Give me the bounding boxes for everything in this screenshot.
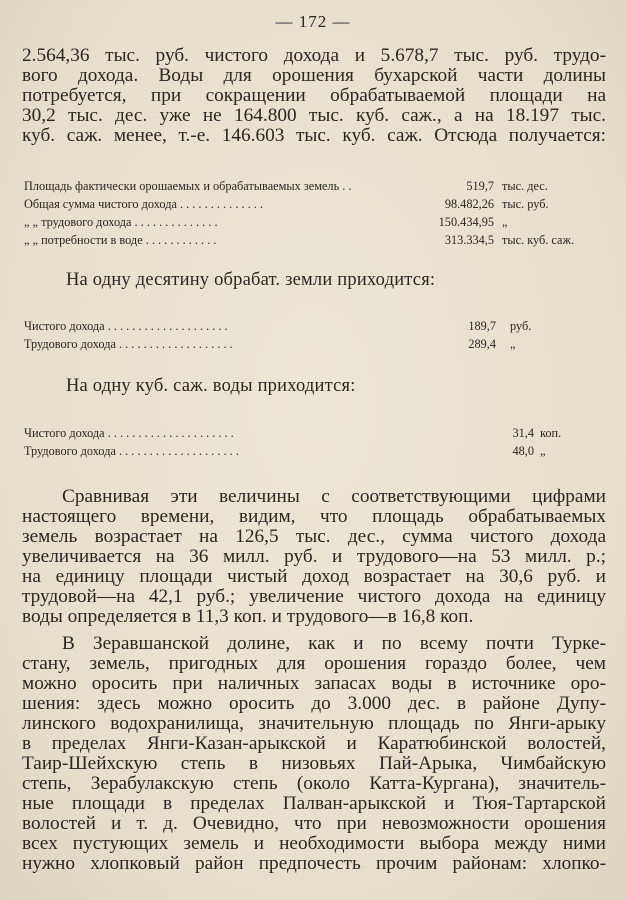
- table-row: [24, 442, 614, 460]
- text-line: земель возрастает на 126,5 тыс. дес., сумма чистого дохода: [22, 526, 606, 547]
- row-label: Трудового дохода . . . . . . . . . . . . . . . . . . .: [24, 337, 233, 351]
- row-unit: тыс. куб. саж.: [502, 233, 575, 247]
- row-value: 313.334,5: [444, 233, 494, 247]
- row-label: „ „ трудового дохода . . . . . . . . . . . . . .: [24, 215, 218, 229]
- table-row: [24, 317, 614, 335]
- text-line: на единицу площади чистый доход возрастает на 30,6 руб. и: [22, 566, 606, 587]
- text-line: стану, земель, пригодных для орошения гораздо более, чем: [22, 653, 606, 674]
- text-line: всех пустующих земель и необходимости выбора между ними: [22, 833, 606, 854]
- table-row: [24, 213, 614, 231]
- intro-paragraph: [22, 46, 606, 146]
- row-unit: руб.: [510, 319, 532, 333]
- text-line: настоящего времени, видим, что площадь обрабатываемых: [22, 506, 606, 527]
- text-line: вого дохода. Воды для орошения бухарской части долины: [22, 65, 606, 86]
- row-value: 289,4: [468, 337, 496, 351]
- text-line: трудовой—на 42,1 руб.; увеличение чистого дохода на единицу: [22, 586, 606, 607]
- per-desyatina-table: [24, 317, 614, 353]
- row-value: 98.482,26: [444, 197, 494, 211]
- page-number: — 172 —: [275, 12, 351, 31]
- text-line: линского водохранилища, значительную площадь по Янги-арыку: [22, 713, 606, 734]
- row-unit: тыс. руб.: [502, 197, 549, 211]
- row-unit: „: [502, 215, 508, 229]
- text-line: можно оросить при наличных запасах воды в источнике оро-: [22, 673, 606, 694]
- text-line: куб. саж. менее, т.-е. 146.603 тыс. куб. саж. Отсюда получается:: [22, 125, 606, 146]
- table-row: [24, 195, 614, 213]
- row-value: 150.434,95: [438, 215, 494, 229]
- row-label: „ „ потребности в воде . . . . . . . . . . . .: [24, 233, 217, 247]
- row-value: 31,4: [512, 426, 534, 440]
- text-line: степь, Зерабулакскую степь (около Катта-Кургана), значитель-: [22, 773, 606, 794]
- text-line: 30,2 тыс. дес. уже не 164.800 тыс. куб. саж., а на 18.197 тыс.: [22, 105, 606, 126]
- heading-per-desyatina: На одну десятину обрабат. земли приходится:: [66, 270, 436, 290]
- text-line: ные площади в пределах Палван-арыкской и Тюя-Тартарской: [22, 793, 606, 814]
- table-row: [24, 231, 614, 249]
- row-label: Площадь фактически орошаемых и обрабатываемых земель . .: [24, 179, 352, 193]
- zeravshan-paragraph: [22, 634, 606, 874]
- summary-table: [24, 177, 614, 249]
- table-row: [24, 424, 614, 442]
- text-line: 2.564,36 тыс. руб. чистого дохода и 5.678,7 тыс. руб. трудо-: [22, 45, 606, 66]
- row-value: 48,0: [512, 444, 534, 458]
- text-line: нужно хлопковый район предпочесть прочим районам: хлопко-: [22, 853, 606, 874]
- comparison-paragraph: [22, 487, 606, 627]
- row-label: Общая сумма чистого дохода . . . . . . . . . . . . . .: [24, 197, 263, 211]
- heading-per-sazhen: На одну куб. саж. воды приходится:: [66, 376, 356, 396]
- row-label: Чистого дохода . . . . . . . . . . . . . . . . . . . . .: [24, 426, 234, 440]
- text-line: потребуется, при сокращении обрабатываемой площади на: [22, 85, 606, 106]
- per-sazhen-table: [24, 424, 614, 460]
- row-unit: „: [540, 444, 546, 458]
- text-line: увеличивается на 36 милл. руб. и трудового—на 53 милл. р.;: [22, 546, 606, 567]
- row-value: 189,7: [468, 319, 496, 333]
- text-line: в пределах Янги-Казан-арыкской и Каратюбинской волостей,: [22, 733, 606, 754]
- table-row: [24, 335, 614, 353]
- row-unit: тыс. дес.: [502, 179, 548, 193]
- row-label: Трудового дохода . . . . . . . . . . . . . . . . . . . .: [24, 444, 239, 458]
- text-line: воды определяется в 11,3 коп. и трудового—в 16,8 коп.: [22, 606, 474, 627]
- text-line: Таир-Шейхскую степь в низовьях Пай-Арыка, Чимбайскую: [22, 753, 606, 774]
- text-line: Сравнивая эти величины с соответствующими цифрами: [62, 486, 606, 507]
- text-line: волостей и т. д. Очевидно, что при невозможности орошения: [22, 813, 606, 834]
- row-value: 519,7: [466, 179, 494, 193]
- row-unit: коп.: [540, 426, 562, 440]
- row-unit: „: [510, 337, 516, 351]
- row-label: Чистого дохода . . . . . . . . . . . . . . . . . . . .: [24, 319, 228, 333]
- text-line: шения: здесь можно оросить до 3.000 дес. в районе Дупу-: [22, 693, 606, 714]
- text-line: В Зеравшанской долине, как и по всему почти Турке-: [62, 633, 606, 654]
- table-row: [24, 177, 614, 195]
